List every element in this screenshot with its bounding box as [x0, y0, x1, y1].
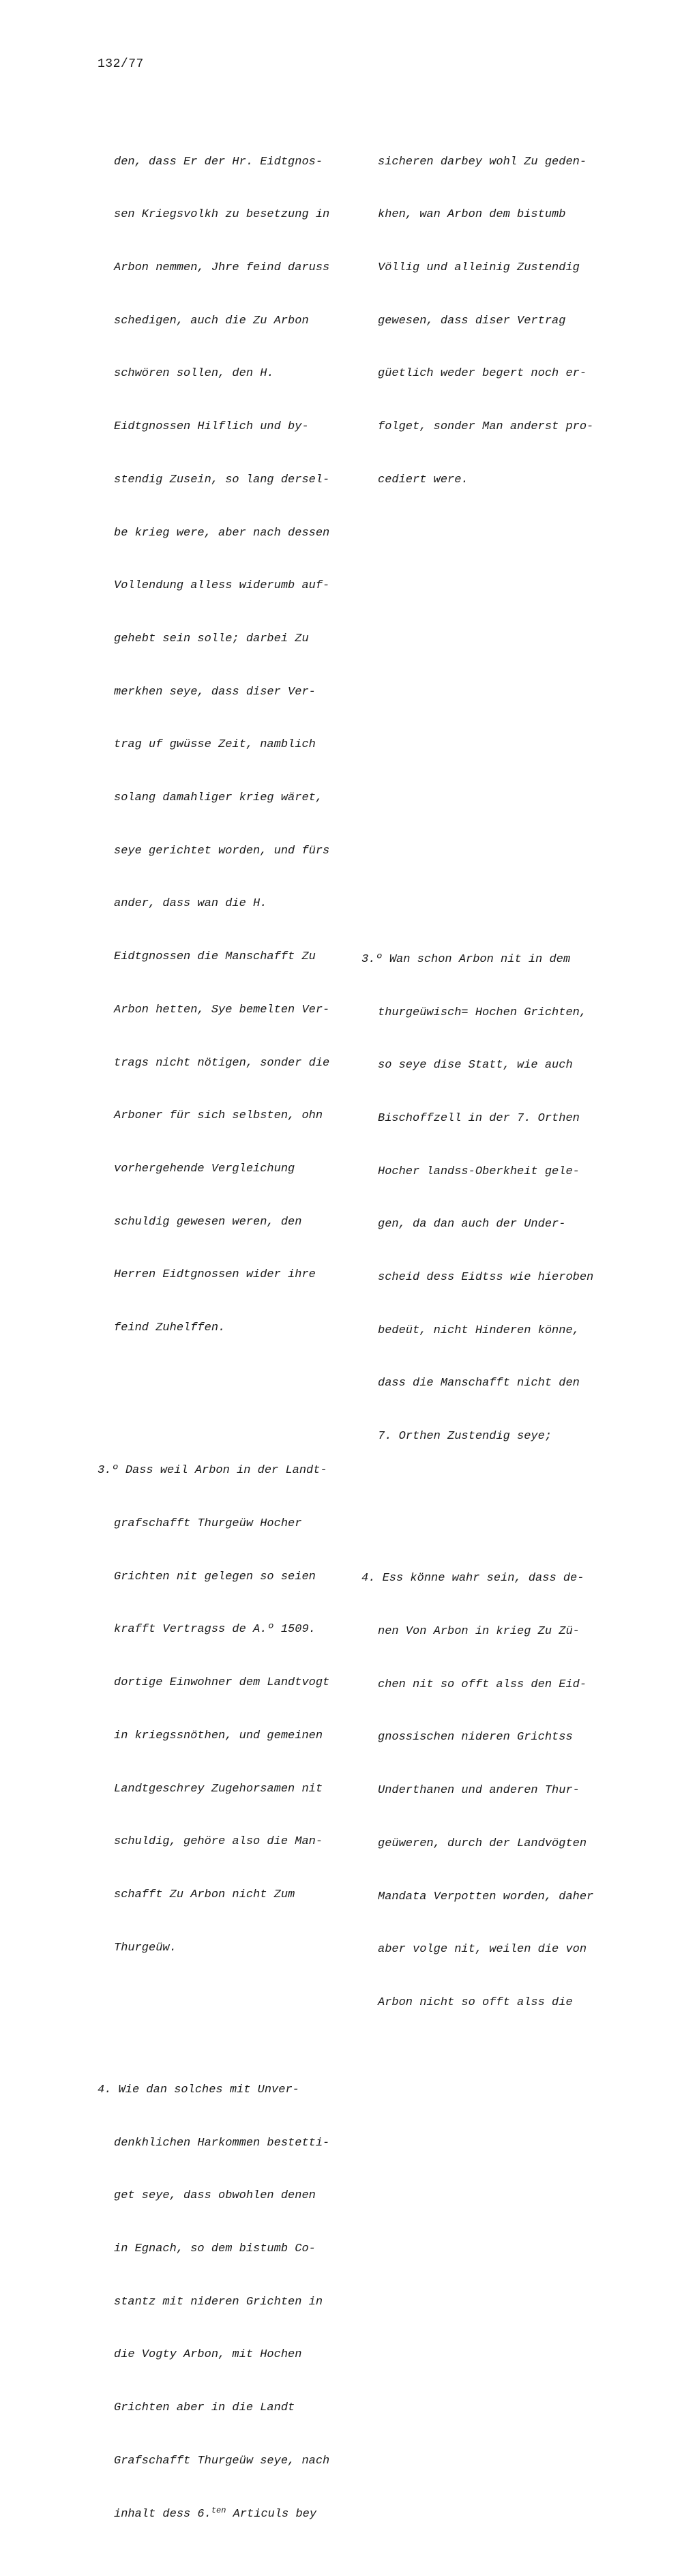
text-line: Thurgeüw. [114, 1941, 177, 1955]
text-line: schuldig, gehöre also die Man- [114, 1835, 323, 1849]
text-line: stantz mit nideren Grichten in [114, 2295, 323, 2309]
text-line: 7. Orthen Zustendig seye; [378, 1430, 552, 1444]
text-line: Arbon hetten, Sye bemelten Ver- [114, 1003, 330, 1016]
text-line: güetlich weder begert noch er- [378, 367, 587, 381]
text-line: denkhlichen Harkommen bestetti- [114, 2136, 330, 2150]
text-line: den, dass Er der Hr. Eidtgnos- [114, 155, 323, 169]
text-line: vorhergehende Vergleichung [114, 1162, 295, 1175]
text-line: Grichten nit gelegen so seien [114, 1570, 316, 1583]
text-line: gen, da dan auch der Under- [378, 1218, 566, 1231]
text-line: Arbon nicht so offt alss die [378, 1995, 573, 2009]
text-line: Mandata Verpotten worden, daher [378, 1890, 594, 1903]
item-text: Wie dan solches mit Unver- [118, 2083, 299, 2096]
text-line: Underthanen und anderen Thur- [378, 1784, 580, 1798]
right-continuation [361, 118, 621, 525]
text-line: dortige Einwohner dem Landtvogt [114, 1676, 330, 1690]
text-segment: Articuls bey [226, 2507, 317, 2521]
item-first-line [361, 1570, 621, 1587]
item-marker: 4. [98, 2083, 112, 2096]
item-marker: 3.º [361, 952, 383, 966]
text-line: schuldig gewesen weren, den [114, 1215, 302, 1229]
text-line: cediert were. [378, 473, 469, 486]
text-line: die Vogty Arbon, mit Hochen [114, 2348, 302, 2362]
text-line: nen Von Arbon in krieg Zu Zü- [378, 1625, 580, 1639]
text-line: Herren Eidtgnossen wider ihre [114, 1268, 316, 1282]
text-line: krafft Vertragss de A.º 1509. [114, 1623, 316, 1637]
text-line: Arbon nemmen, Jhre feind daruss [114, 261, 330, 275]
text-line: stendig Zusein, so lang dersel- [114, 473, 330, 486]
item-text: Ess könne wahr sein, dass de- [382, 1572, 584, 1585]
text-line: thurgeüwisch= Hochen Grichten, [378, 1006, 587, 1019]
item-first-line [98, 2081, 357, 2099]
text-line: in kriegssnöthen, und gemeinen [114, 1729, 323, 1742]
text-line: Landtgeschrey Zugehorsamen nit [114, 1782, 323, 1796]
left-column [98, 83, 357, 2576]
left-item-3 [98, 1427, 357, 1993]
text-line: gnossischen nideren Grichtss [378, 1731, 573, 1744]
left-continuation [98, 118, 357, 1373]
text-line: merkhen seye, dass diser Ver- [114, 685, 316, 699]
text-line: Grafschafft Thurgeüw seye, nach [114, 2454, 330, 2468]
item-marker: 3.º [98, 1464, 119, 1478]
item-text: Dass weil Arbon in der Landt- [125, 1464, 327, 1478]
text-line: grafschafft Thurgeüw Hocher [114, 1517, 302, 1531]
text-line: Völlig und alleinig Zustendig [378, 261, 580, 275]
text-line: in Egnach, so dem bistumb Co- [114, 2242, 316, 2255]
text-line: Grichten aber in die Landt [114, 2401, 295, 2415]
left-item-4 [98, 2046, 357, 2558]
text-line: solang damahliger krieg wäret, [114, 791, 323, 805]
item-marker: 4. [361, 1572, 376, 1585]
text-line: schwören sollen, den H. [114, 367, 274, 381]
page-number: 132/77 [98, 57, 144, 71]
text-line: be krieg were, aber nach dessen [114, 526, 330, 540]
text-line: ander, dass wan die H. [114, 897, 267, 911]
text-line: chen nit so offt alss den Eid- [378, 1678, 587, 1691]
text-line: folget, sonder Man anderst pro- [378, 420, 594, 434]
text-line: so seye dise Statt, wie auch [378, 1059, 573, 1072]
item-first-line [361, 951, 621, 969]
text-line: trags nicht nötigen, sonder die [114, 1056, 330, 1070]
right-item-3 [361, 916, 621, 1481]
column-gap [361, 577, 621, 861]
superscript: ten [211, 2505, 226, 2515]
text-line: geüweren, durch der Landvögten [378, 1836, 587, 1850]
text-line: schedigen, auch die Zu Arbon [114, 314, 309, 327]
text-line: Arboner für sich selbsten, ohn [114, 1109, 323, 1123]
text-line: scheid dess Eidtss wie hieroben [378, 1271, 594, 1285]
text-line: schafft Zu Arbon nicht Zum [114, 1888, 295, 1901]
text-line: dass die Manschafft nicht den [378, 1377, 580, 1390]
text-line: Bischoffzell in der 7. Orthen [378, 1111, 580, 1125]
text-line: khen, wan Arbon dem bistumb [378, 208, 566, 222]
text-line [98, 2506, 357, 2523]
text-line: aber volge nit, weilen die von [378, 1943, 587, 1957]
text-line: sicheren darbey wohl Zu geden- [378, 155, 587, 169]
text-segment: inhalt dess 6. [114, 2507, 211, 2521]
text-line: sen Kriegsvolkh zu besetzung in [114, 208, 330, 222]
text-line: gehebt sein solle; darbei Zu [114, 632, 309, 645]
text-line: bedeüt, nicht Hinderen könne, [378, 1323, 580, 1337]
text-line: Hocher landss-Oberkheit gele- [378, 1165, 580, 1178]
text-line: Eidtgnossen die Manschafft Zu [114, 950, 316, 964]
right-column [361, 83, 621, 2065]
text-line: Vollendung alless widerumb auf- [114, 579, 330, 593]
text-line: get seye, dass obwohlen denen [114, 2189, 316, 2203]
text-line: trag uf gwüsse Zeit, namblich [114, 738, 316, 752]
text-line: gewesen, dass diser Vertrag [378, 314, 566, 327]
text-line: feind Zuhelffen. [114, 1321, 226, 1335]
item-first-line [98, 1462, 357, 1480]
text-line: Eidtgnossen Hilflich und by- [114, 420, 309, 434]
right-item-4 [361, 1535, 621, 2047]
item-text: Wan schon Arbon nit in dem [389, 952, 571, 966]
text-line: seye gerichtet worden, und fürs [114, 844, 330, 858]
